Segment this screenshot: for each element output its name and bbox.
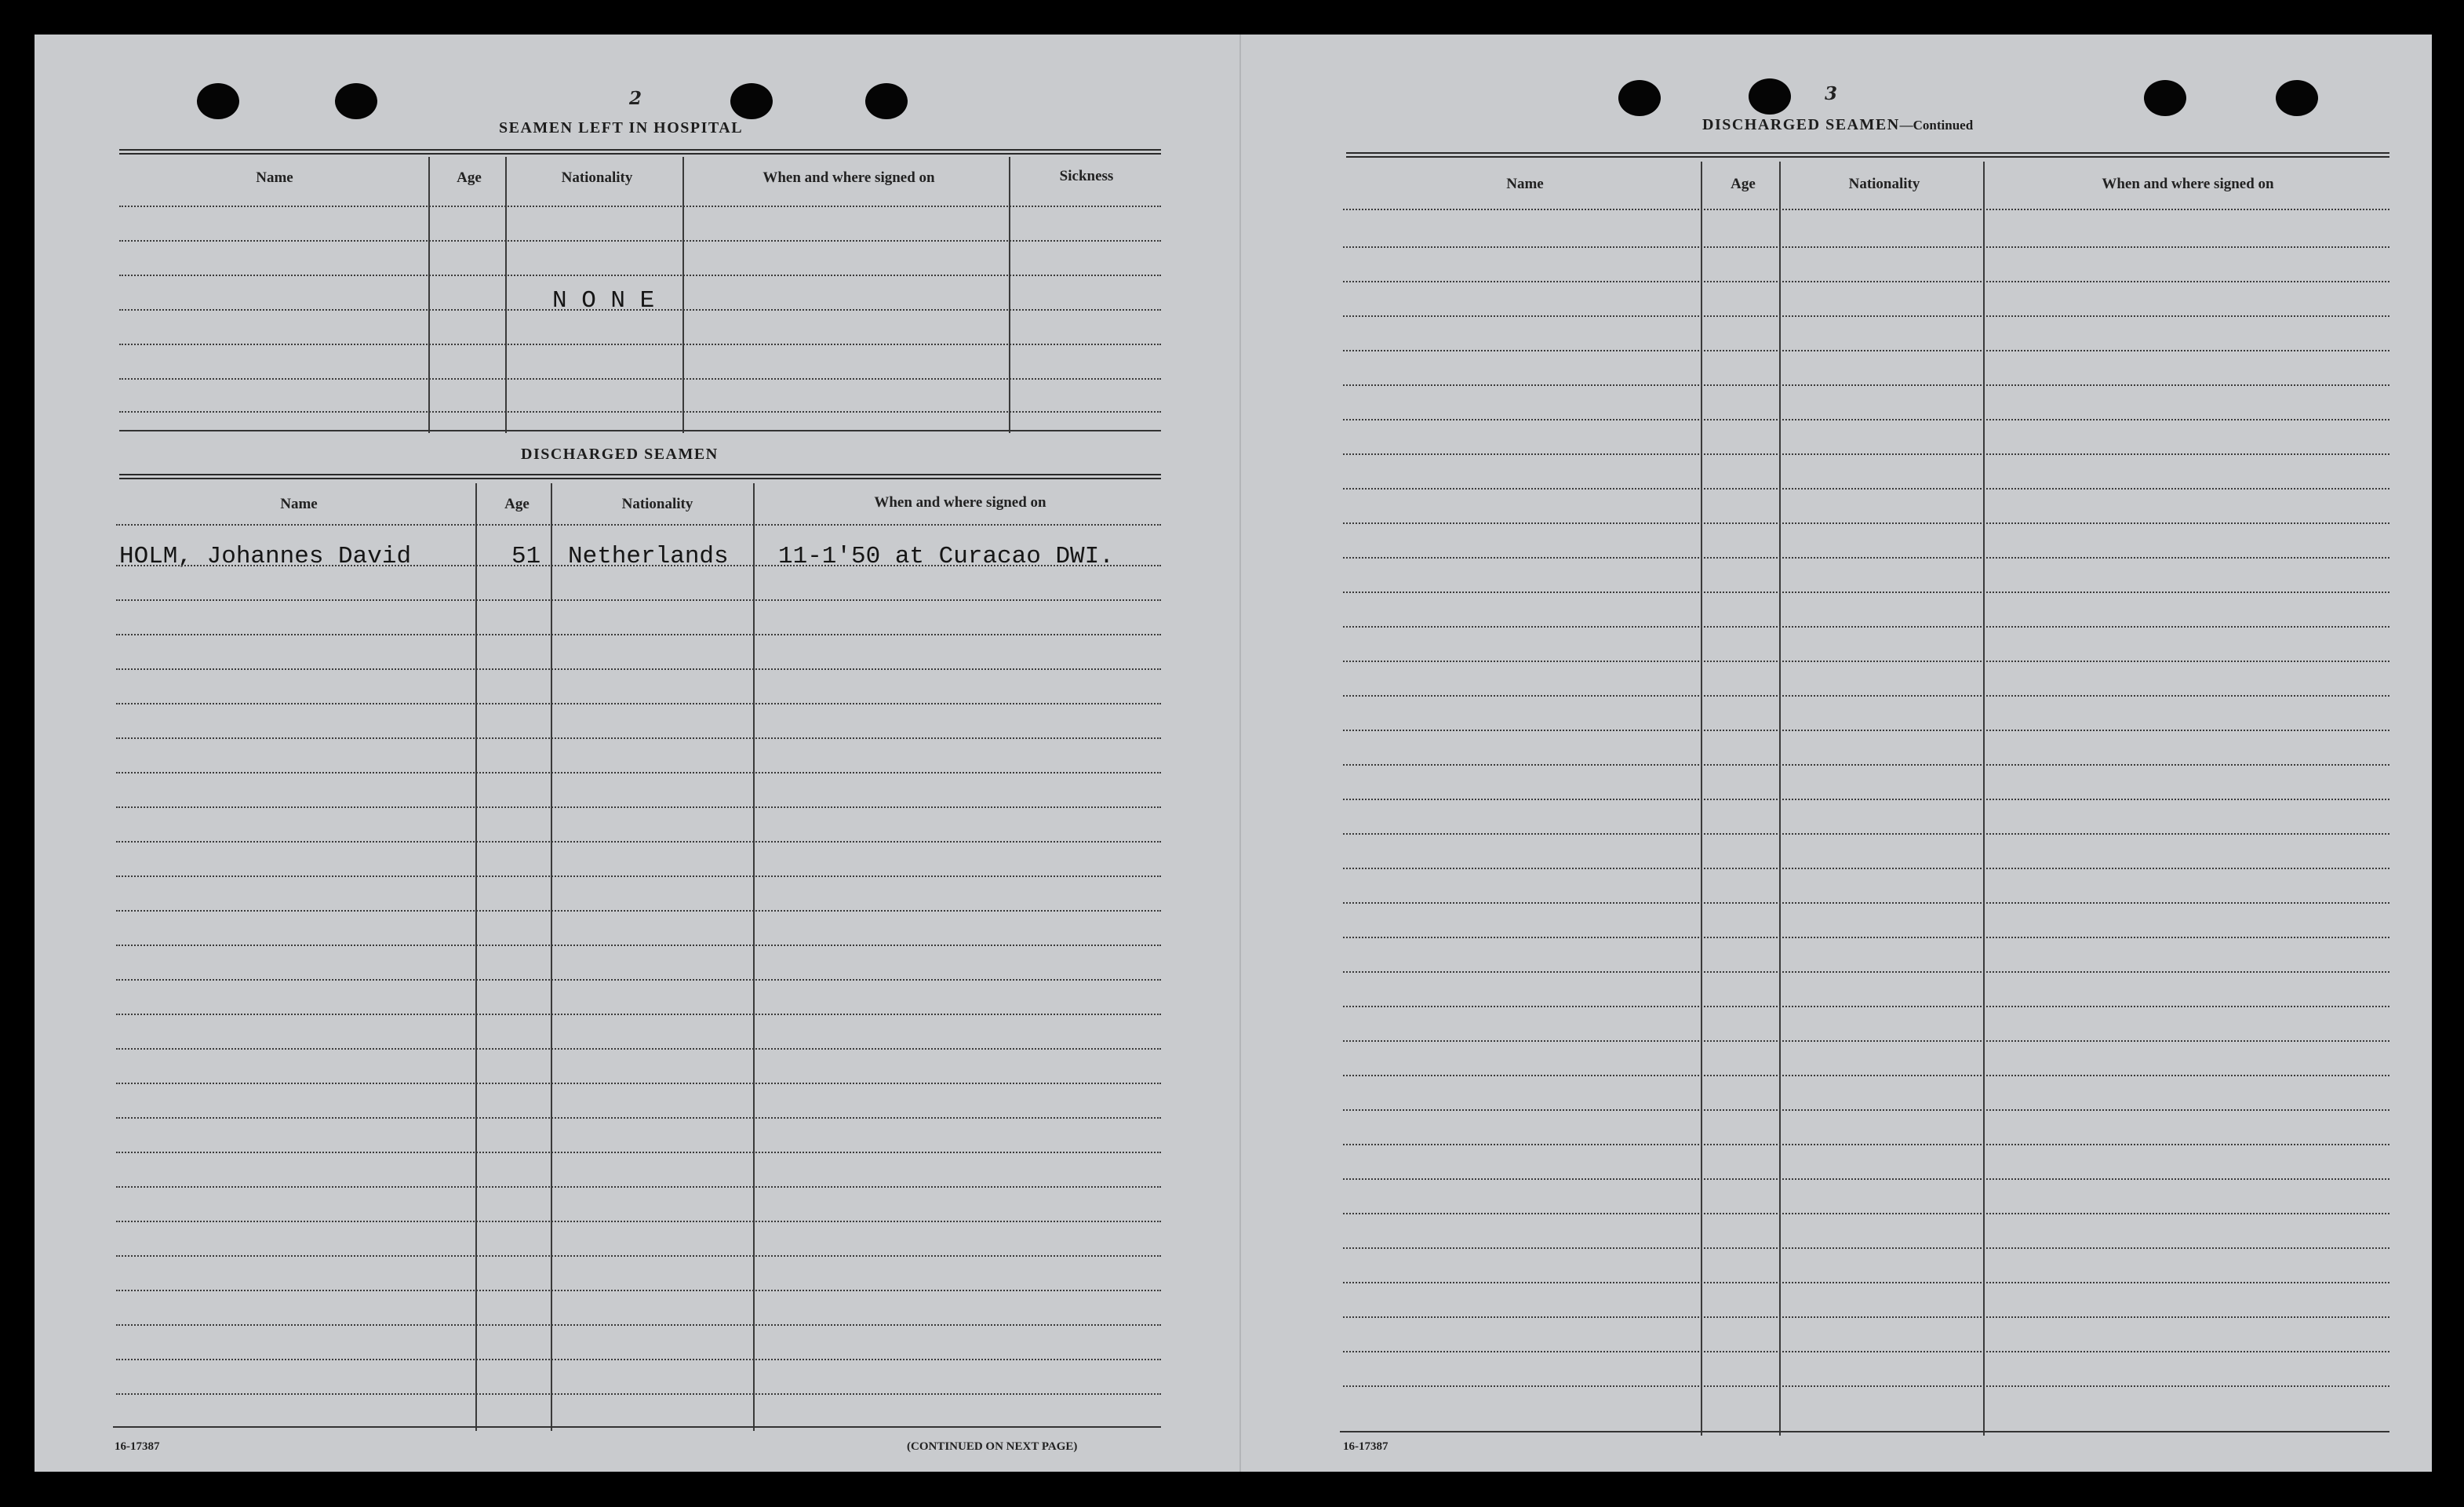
column-divider <box>682 157 684 433</box>
table-row <box>116 1393 1161 1395</box>
table-row <box>1343 453 2389 455</box>
table-row <box>1343 209 2389 210</box>
column-header: Nationality <box>621 496 693 512</box>
table-row <box>1343 1075 2389 1076</box>
table-row <box>119 275 1161 276</box>
table-row <box>1343 281 2389 282</box>
table-bottom <box>113 1426 1161 1428</box>
table-row <box>116 945 1161 946</box>
document-sheet <box>35 35 2432 1472</box>
column-divider <box>753 483 755 1431</box>
table-row <box>1343 1006 2389 1007</box>
table-row <box>119 378 1161 380</box>
column-header: Name <box>1506 176 1544 192</box>
table-row <box>119 206 1161 207</box>
column-header: Age <box>457 169 482 186</box>
left-page <box>35 35 1239 1472</box>
title-text: DISCHARGED SEAMEN <box>1702 116 1900 133</box>
table-row <box>116 703 1161 704</box>
section-divider <box>1346 152 2389 158</box>
page-number: 3 <box>1825 83 1838 104</box>
table-row <box>1343 1109 2389 1111</box>
column-divider <box>1009 157 1010 433</box>
seaman-nationality: Netherlands <box>568 543 729 570</box>
table-row <box>119 240 1161 242</box>
table-row <box>1343 488 2389 490</box>
table-row <box>116 1186 1161 1188</box>
table-bottom <box>1340 1431 2389 1432</box>
table-row <box>1343 592 2389 593</box>
column-divider <box>551 483 552 1431</box>
table-row <box>1343 246 2389 248</box>
table-row <box>1343 1144 2389 1145</box>
table-row <box>1343 1247 2389 1249</box>
seaman-name: HOLM, Johannes David <box>119 543 412 570</box>
table-row <box>116 979 1161 981</box>
column-header: Sickness <box>1059 168 1114 184</box>
column-header: Name <box>280 496 318 512</box>
table-row <box>1343 315 2389 317</box>
table-row <box>1343 1213 2389 1214</box>
table-row <box>1343 350 2389 351</box>
column-header: Name <box>256 169 293 186</box>
column-header: Nationality <box>1848 176 1920 192</box>
table-row <box>116 1152 1161 1153</box>
table-row <box>1343 764 2389 766</box>
table-row <box>116 1221 1161 1222</box>
table-row <box>119 411 1161 413</box>
table-row <box>116 737 1161 739</box>
table-row <box>1343 522 2389 524</box>
hospital-section-title: SEAMEN LEFT IN HOSPITAL <box>499 119 744 137</box>
table-row <box>1343 937 2389 938</box>
table-row <box>116 668 1161 670</box>
table-row <box>116 1117 1161 1119</box>
table-row <box>1343 661 2389 662</box>
table-row <box>1343 799 2389 800</box>
table-row <box>1343 695 2389 697</box>
column-header: Age <box>504 496 530 512</box>
column-divider <box>505 157 507 433</box>
table-row <box>116 806 1161 808</box>
table-row <box>116 1083 1161 1084</box>
table-row <box>1343 626 2389 628</box>
table-row <box>116 524 1161 526</box>
column-header: When and where signed on <box>2102 176 2274 192</box>
discharged-continued-title <box>1702 116 1973 134</box>
form-number: 16-17387 <box>1343 1440 1389 1453</box>
table-bottom <box>119 430 1161 431</box>
table-row <box>1343 1351 2389 1352</box>
table-row <box>1343 1385 2389 1387</box>
table-row <box>116 875 1161 877</box>
column-header: Age <box>1731 176 1756 192</box>
table-row <box>116 565 1161 566</box>
continued-note: (CONTINUED ON NEXT PAGE) <box>907 1440 1078 1453</box>
page-number: 2 <box>629 88 642 109</box>
table-row <box>119 344 1161 345</box>
title-suffix: —Continued <box>1899 118 1974 133</box>
table-row <box>1343 384 2389 386</box>
table-row <box>1343 730 2389 731</box>
table-row <box>1343 971 2389 973</box>
seaman-signed-on: 11-1'50 at Curacao DWI. <box>778 543 1114 570</box>
table-row <box>1343 868 2389 869</box>
discharged-section-title: DISCHARGED SEAMEN <box>521 446 719 463</box>
table-row <box>1343 1316 2389 1318</box>
table-row <box>1343 419 2389 420</box>
table-row <box>116 1359 1161 1360</box>
table-row <box>116 1014 1161 1015</box>
table-row <box>116 910 1161 912</box>
table-row <box>116 841 1161 843</box>
table-row <box>116 634 1161 635</box>
table-row <box>1343 1040 2389 1042</box>
right-page <box>1239 35 2432 1472</box>
column-divider <box>428 157 430 433</box>
table-row <box>1343 833 2389 835</box>
table-row <box>116 1324 1161 1326</box>
column-divider <box>475 483 477 1431</box>
table-row <box>1343 1178 2389 1180</box>
table-row <box>1343 1282 2389 1283</box>
table-row <box>116 772 1161 774</box>
section-divider <box>119 474 1161 479</box>
section-divider <box>119 149 1161 155</box>
table-row <box>1343 557 2389 559</box>
table-row <box>116 1048 1161 1050</box>
column-header: Nationality <box>561 169 633 186</box>
column-header: When and where signed on <box>874 494 1046 511</box>
table-row <box>116 1255 1161 1257</box>
none-entry: N O N E <box>552 287 655 315</box>
table-row <box>1343 902 2389 904</box>
column-header: When and where signed on <box>762 169 935 186</box>
seaman-age: 51 <box>511 543 541 570</box>
table-row <box>116 1290 1161 1291</box>
form-number: 16-17387 <box>115 1440 160 1453</box>
table-row <box>116 599 1161 601</box>
